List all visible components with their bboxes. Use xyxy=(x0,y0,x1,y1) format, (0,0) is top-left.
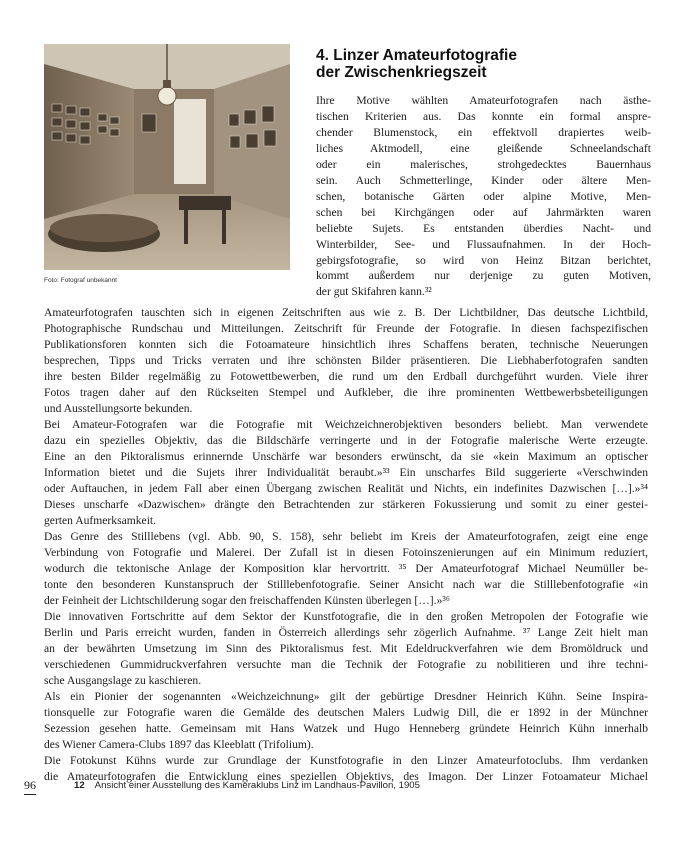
body-line: Eine an den Piktoralismus erinnernde Unschärfe war besonders erwünscht, da sie «kein Maximum an optischer xyxy=(44,450,648,463)
body-line: ihre besten Bilder regelmäßig zu Fotowettbewerben, die rund um den Erdball durchgeführt wurden. Viele ihrer xyxy=(44,370,648,383)
column-line: sein. Auch Schmetterlinge, Kinder oder ältere Men- xyxy=(316,173,651,187)
intro-paragraph xyxy=(316,93,651,300)
body-line: und Ausstellungsorte bekunden. xyxy=(44,402,193,415)
exhibition-photo xyxy=(44,44,290,270)
figure-caption-text: Ansicht einer Ausstellung des Kameraklubs Linz im Landhaus-Pavillon, 1905 xyxy=(94,780,420,791)
body-line: die Amateurfotografen die Entwicklung eines speziellen Objektivs, des Imagon. Der Linzer Fotoamateur Michael xyxy=(44,770,648,783)
body-line: tionsquelle zur Fotografie waren die Gemälde des deutschen Malers Ludwig Dill, die er 1892 in der Münchner xyxy=(44,706,648,719)
column-line: der gut Skifahren kann.³² xyxy=(316,285,432,299)
photo-credit: Foto: Fotograf unbekannt xyxy=(44,277,117,284)
column-line: tischen Kriterien aus. Das konnte ein formal anspre- xyxy=(316,109,651,123)
figure-number: 12 xyxy=(74,780,85,791)
body-line: Verbindung von Fotografie und Malerei. Der Zufall ist in diesen Fotoinszenierungen auf ein Minimum reduziert, xyxy=(44,546,648,559)
section-heading xyxy=(316,47,656,81)
page-number: 96 xyxy=(24,778,36,795)
column-line: schen, botanische Gärten oder alpine Motive, Men- xyxy=(316,189,651,203)
body-line: wodurch die tektonische Anlage der Komposition klar hervortritt. ³⁵ Der Amateurfotograf Michael Neumüller be- xyxy=(44,562,648,575)
body-line: gerten Aufmerksamkeit. xyxy=(44,514,157,527)
body-line: dazu ein spezielles Objektiv, das die Bildschärfe verringerte und in der Fotografie malerische Werte erzeugte. xyxy=(44,434,648,447)
column-line: beliebte Sujets. Es entstanden überdies Nacht- und xyxy=(316,221,651,235)
column-line: Ihre Motive wählten Amateurfotografen nach ästhe- xyxy=(316,94,651,107)
body-line: Photographische Rundschau und Mitteilungen. Zeitschrift für Freunde der Fotografie. In diesen fachspezifischen xyxy=(44,322,648,335)
body-line: tonte den besonderen Kunstanspruch der Stilllebenfotografie. Seiner Ansicht nach war die Stilllebenfotografie «in xyxy=(44,578,648,591)
column-line: Winterbilder, See- und Flussaufnahmen. In der Hoch- xyxy=(316,237,651,251)
heading-line-2: der Zwischenkriegszeit xyxy=(316,64,487,81)
body-line: Die innovativen Fortschritte auf dem Sektor der Kunstfotografie, die in den großen Metropolen der Fotografie wie xyxy=(44,610,648,623)
column-line: chender Blumenstock, ein effektvoll drapiertes weib- xyxy=(316,125,651,139)
body-line: Als ein Pionier der sogenannten «Weichzeichnung» gilt der gebürtige Dresdner Heinrich Kühn. Seine Inspira- xyxy=(44,690,648,703)
body-line: Amateurfotografen tauschten sich in eigenen Zeitschriften aus wie z. B. Der Lichtbildner, Das deutsche Lichtbild, xyxy=(44,306,648,319)
body-line: Bei Amateur-Fotografen war die Fotografie mit Weichzeichnerobjektiven besonders beliebt. Man verwendete xyxy=(44,418,648,431)
column-line: oder ein malerisches, strohgedecktes Bauernhaus xyxy=(316,157,651,171)
body-line: an der bewährten Umsetzung im Sinn des Piktoralismus fest. Mit Edeldruckverfahren wie dem Bromöldruck und xyxy=(44,642,648,655)
heading-line-1: 4. Linzer Amateurfotografie xyxy=(316,47,517,64)
body-line: Publikationsforen konnten sich die Fotoamateure hinsichtlich ihres Schaffens beraten, technische Neuerungen xyxy=(44,338,648,351)
body-text xyxy=(44,305,648,785)
body-line: Die Fotokunst Kühns wurde zur Grundlage der Kunstfotografie in den Linzer Amateurfotoclubs. Ihm verdanken xyxy=(44,754,648,767)
column-line: kommt außerdem nur derjenige zu guten Motiven, xyxy=(316,269,651,283)
body-line: Information bietet und die Sujets ihrer Individualität beraubt.»³³ Ein unscharfes Bild suggerierte «Verschwinden xyxy=(44,466,648,479)
exhibition-room-illustration xyxy=(44,44,290,270)
body-line: besprechen, Tipps und Tricks verraten und ihre schönsten Bilder präsentieren. Die Liebhaberfotografen sandten xyxy=(44,354,648,367)
body-line: sche Ausgangslage zu kaschieren. xyxy=(44,674,202,687)
column-line: liches Aktmodell, eine gleißende Schneelandschaft xyxy=(316,141,651,155)
body-line: Fotos tragen daher auf den Rückseiten Stempel und Aufkleber, die ihre prominenten Wettbewerbsbeteiligungen xyxy=(44,386,648,399)
body-line: des Wiener Camera-Clubs 1897 das Kleeblatt (Trifolium). xyxy=(44,738,314,751)
body-line: Dieses unscharfe «Dazwischen» drängte den Betrachtenden zur stärkeren Fokussierung und somit zu einer gestei- xyxy=(44,498,648,511)
body-line: Sezession gesehen hatte. Gemeinsam mit Hans Watzek und Hugo Henneberg gründete Heinrich Kühn innerhalb xyxy=(44,722,648,735)
column-line: schen bei Kirchgängen oder auf Jahrmärkten waren xyxy=(316,205,651,219)
body-line: verschiedenen Gummidruckverfahren versuchte man die Technik der Fotografie zu nobilitieren und ihre techni- xyxy=(44,658,648,671)
body-line: Berlin und Paris erreicht wurden, fanden in Österreich allerdings sehr zögerlich Aufnahme. ³⁷ Lange Zeit hielt man xyxy=(44,626,648,639)
figure-caption xyxy=(74,780,420,791)
body-line: oder Auftauchen, in jedem Fall aber einen Übergang zwischen Realität und Nichts, ein indefinites Dazwischen […].»³⁴ xyxy=(44,482,648,495)
body-line: der Feinheit der Lichtschilderung sogar den freischaffenden Künsten überlegen […].»³⁶ xyxy=(44,594,450,607)
body-line: Das Genre des Stilllebens (vgl. Abb. 90, S. 158), sehr beliebt im Kreis der Amateurfotografen, zeigt eine enge xyxy=(44,530,648,543)
column-line: gebirgsfotografie, so wird von Heinz Bitzan berichtet, xyxy=(316,253,651,267)
